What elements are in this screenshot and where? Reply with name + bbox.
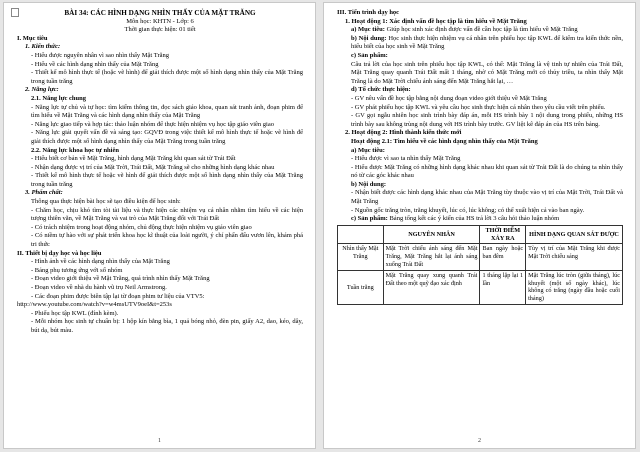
paragraph: - GV phát phiếu học tập KWL và yêu cầu học sinh thực hiện cá nhân theo yêu cầu viết trên phiếu. — [351, 103, 606, 111]
paragraph: - GV gọi ngẫu nhiên học sinh trình bày đáp án, mỗi HS trình bày 1 nội dung trong phiếu, những HS trình bày sau không trùng nội dung với HS trình bày trước. GV liệt kê đáp án của HS trên bảng. — [351, 112, 623, 128]
section-heading-process: III. Tiến trình dạy học — [337, 9, 400, 16]
subheading-science-competence: 2.2. Năng lực khoa học tự nhiên — [31, 146, 119, 154]
table-header-row — [338, 225, 623, 244]
paragraph: - Hình ảnh về các hình dạng nhìn thấy của Mặt Trăng — [31, 258, 170, 266]
table-cell: 1 tháng lặp lại 1 lần — [480, 270, 526, 304]
paragraph: - Thiết kế mô hình thực tế (hoặc vẽ hình) để giải thích được một số hình dạng nhìn thấy của Mặt Trăng trong tuần trăng — [31, 69, 303, 85]
paragraph: - Đoạn video giới thiệu về Mặt Trăng, quá trình nhìn thấy Mặt Trăng — [31, 275, 210, 283]
subject-line: Môn học: KHTN - Lớp: 6 — [126, 17, 194, 25]
paragraph: Câu trả lời của học sinh trên phiếu học tập KWL, có thể: Mặt Trăng là vệ tinh tự nhiên của Trái Đất, Mặt Trăng quay quanh Trái Đất mất 1 tháng, nhờ có Mặt Trăng mới có thủy triều, ta nhìn thấy Mặt Trăng là do Mặt Trời chiếu ánh sáng đến Mặt Trăng hắt lại, … — [351, 60, 623, 85]
paragraph: - Năng lực giải quyết vấn đề và sáng tạo: GQVĐ trong việc thiết kế mô hình thực tế hoặc vẽ hình để giải thích được một số hình dạng nhìn thấy của Mặt Trăng trong tuần trăng — [31, 129, 303, 145]
page-2-content — [337, 9, 623, 305]
paragraph: - Thiết kế mô hình thực tế hoặc vẽ hình để giải thích được một số hình dạng nhìn thấy của Mặt Trăng trong tuần trăng — [31, 172, 303, 188]
subheading-competence: 2. Năng lực: — [25, 86, 59, 94]
section-heading-objectives: I. Mục tiêu — [17, 34, 48, 42]
table-cell: Nhìn thấy Mặt Trăng — [338, 244, 384, 270]
paragraph: - Hiểu được vì sao ta nhìn thấy Mặt Trăng — [351, 155, 461, 163]
table-cell: Mặt Trời chiếu ánh sáng đến Mặt Trăng, Mặt Trăng hắt lại ánh sáng xuống Trái Đất — [383, 244, 480, 270]
paragraph: - Chăm học, chịu khó tìm tòi tài liệu và thực hiện các nhiệm vụ cá nhân nhằm tìm hiểu về các hiện tượng thiên văn, về Mặt Trăng và vai trò của Mặt Trăng đối với Trái Đất — [31, 206, 303, 223]
table-cell: Mặt Trăng quay xung quanh Trái Đất theo một quỹ đạo xác định — [383, 270, 480, 304]
text: Giúp học sinh xác định được vấn đề cần học tập là tìm hiểu về Mặt Trăng — [384, 26, 578, 34]
paragraph: - Hiểu biết cơ bản về Mặt Trăng, hình dạng Mặt Trăng khi quan sát từ Trái Đất — [31, 155, 236, 163]
paragraph: - Hiểu được Mặt Trăng có những hình dạng khác nhau khi quan sát từ Trái Đất là do chúng ta nhìn thấy nó từ các góc khác nhau — [351, 163, 623, 180]
text: Bảng tổng kết các ý kiến của HS trả lời 3 câu hỏi thảo luận nhóm — [387, 215, 560, 223]
lesson-title-text: BÀI 34: CÁC HÌNH DẠNG NHÌN THẤY CỦA MẶT TRĂNG — [64, 9, 256, 17]
table-header-cell: NGUYÊN NHÂN — [383, 225, 480, 244]
paragraph: - Nguồn gốc trăng tròn, trăng khuyết, lúc có, lúc không; có thể xuất hiện cả vào ban ngày. — [351, 206, 585, 214]
table-header-cell: HÌNH DẠNG QUAN SÁT ĐƯỢC — [526, 225, 623, 244]
paragraph: - Năng lực tự chủ và tự học: tìm kiếm thông tin, đọc sách giáo khoa, quan sát tranh ảnh, đoạn phim để tìm hiểu về Mặt Trăng và các hình dạng nhìn thấy của Mặt Trăng — [31, 103, 303, 120]
label-product: c) Sản phẩm: — [351, 215, 388, 223]
page-number: 1 — [158, 438, 161, 444]
selection-box — [11, 8, 19, 17]
paragraph: - Nhận dạng được vị trí của Mặt Trời, Trái Đất, Mặt Trăng sẽ cho những hình dạng khác nhau — [31, 163, 275, 171]
paragraph: - Hiểu được nguyên nhân vì sao nhìn thấy Mặt Trăng — [31, 51, 170, 59]
table-row — [338, 270, 623, 304]
paragraph: - Đoạn video về nhà du hành vũ trụ Neil Armstrong. — [31, 284, 167, 291]
paragraph: - Mỗi nhóm học sinh tự chuẩn bị: 1 hộp kín bằng bìa, 1 quả bóng nhỏ, đèn pin, giấy A2, dao, kéo, dây, bút dạ, bút màu. — [31, 318, 303, 334]
paragraph: - Phiếu học tập KWL (đính kèm). — [31, 309, 119, 317]
lesson-title — [17, 9, 303, 18]
paragraph: - Bảng phụ tương ứng với số nhóm — [31, 266, 123, 274]
table-cell: Ban ngày hoặc ban đêm — [480, 244, 526, 270]
subheading-knowledge: 1. Kiến thức: — [25, 43, 61, 51]
duration-line: Thời gian thực hiện: 01 tiết — [124, 26, 196, 34]
paragraph — [337, 26, 623, 35]
table-cell: Mặt Trăng lúc tròn (giữa tháng), lúc khuyết (một số ngày khác), lúc không có trăng (ngày đầu hoặc cuối tháng) — [526, 270, 623, 304]
subheading-general-competence: 2.1. Năng lực chung — [31, 94, 87, 102]
table-cell: Tuần trăng — [338, 270, 384, 304]
section-heading-materials: II. Thiết bị dạy học và học liệu — [17, 249, 102, 257]
document-page-1 — [3, 2, 316, 449]
activity-1-heading: 1. Hoạt động 1: Xác định vấn đề học tập là tìm hiểu về Mặt Trăng — [345, 17, 527, 25]
activity-2-1-heading: Hoạt động 2.1: Tìm hiểu về các hình dạng nhìn thấy của Mặt Trăng — [351, 137, 538, 145]
paragraph — [337, 215, 623, 224]
paragraph — [337, 35, 623, 52]
summary-table — [337, 225, 623, 305]
paragraph: - GV nêu vấn đề học tập bằng nội dung đoạn video giới thiệu về Mặt Trăng — [351, 94, 547, 102]
table-cell: Tùy vị trí của Mặt Trăng khi được Mặt Trời chiếu sáng — [526, 244, 623, 270]
label-organization: d) Tổ chức thực hiện: — [351, 86, 411, 94]
page-1-content — [17, 9, 303, 336]
table-row — [338, 244, 623, 270]
activity-2-heading: 2. Hoạt động 2: Hình thành kiến thức mới — [345, 129, 462, 137]
table-header-cell: THỜI ĐIỂM XẢY RA — [480, 225, 526, 244]
paragraph: - Năng lực giao tiếp và hợp tác: thảo luận nhóm để thực hiện nhiệm vụ học tập giáo viên giao — [31, 120, 274, 128]
label-objective: a) Mục tiêu: — [351, 26, 385, 34]
paragraph: - Có niềm tự hào với sự phát triển khoa học kĩ thuật của loài người, ý chí phấn đấu vươn lên, khám phá tri thức — [31, 232, 303, 249]
label-product: c) Sản phẩm: — [351, 51, 388, 59]
table-header-cell — [338, 225, 384, 244]
label-content: b) Nội dung: — [351, 180, 387, 188]
paragraph: - Các đoạn phim được biên tập lại từ đoạn phim tư liệu của VTV5: — [31, 292, 205, 300]
paragraph: Thông qua thực hiện bài học sẽ tạo điều kiện để học sinh: — [31, 198, 181, 206]
label-content: b) Nội dung: — [351, 34, 387, 42]
paragraph: - Nhận biết được các hình dạng khác nhau của Mặt Trăng tùy thuộc vào vị trí của Mặt Trời, Trái Đất và Mặt Trăng — [351, 189, 623, 206]
video-link[interactable]: http://www.youtube.com/watch?v=w4msUTV9oeI&t=253s — [17, 301, 172, 309]
label-objective: a) Mục tiêu: — [351, 146, 385, 154]
subheading-qualities: 3. Phẩm chất: — [25, 189, 63, 197]
page-number: 2 — [478, 438, 481, 444]
paragraph: - Hiểu về các hình dạng nhìn thấy của Mặt Trăng — [31, 60, 159, 68]
document-page-2 — [323, 2, 636, 449]
paragraph: - Có trách nhiệm trong hoạt động nhóm, chủ động thực hiện nhiệm vụ giáo viên giao — [31, 223, 252, 231]
text: Học sinh thực hiện nhiệm vụ cá nhân trên phiếu học tập KWL để kiểm tra kiến thức nền, hiểu biết của học sinh về Mặt Trăng — [351, 34, 623, 51]
